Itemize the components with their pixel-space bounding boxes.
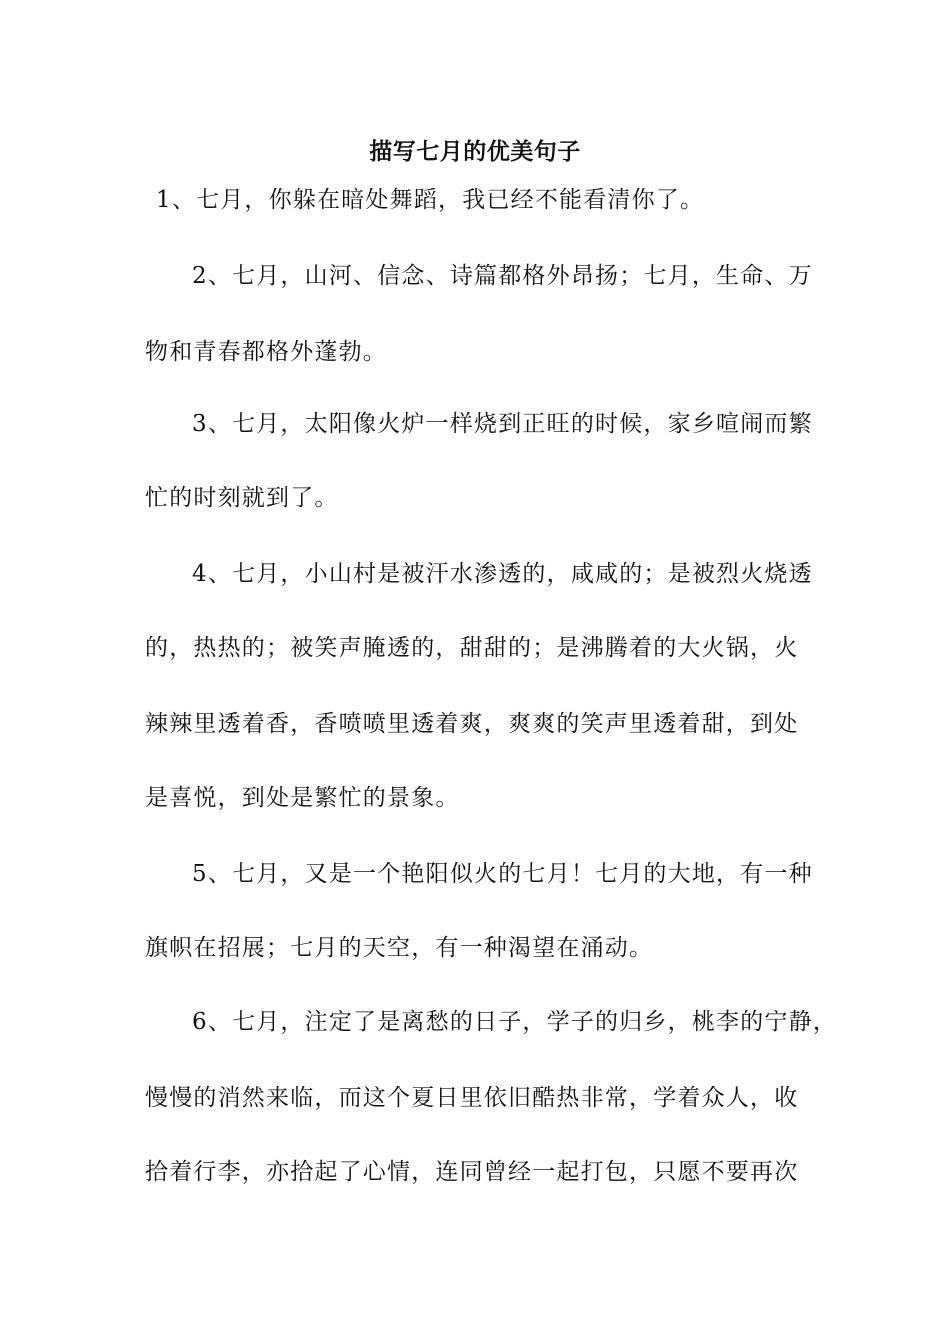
document-title: 描写七月的优美句子 [369,138,581,165]
paragraph-line: 3、七月，太阳像火炉一样烧到正旺的时候，家乡喧闹而繁 [192,411,813,437]
paragraph-line: 5、七月，又是一个艳阳似火的七月！七月的大地，有一种 [192,861,813,887]
paragraph-line: 4、七月，小山村是被汗水渗透的，咸咸的；是被烈火烧透 [192,561,813,587]
paragraph-line: 物和青春都格外蓬勃。 [145,339,387,365]
paragraph-line: 6、七月，注定了是离愁的日子，学子的归乡，桃李的宁静， [192,1009,838,1035]
paragraph-line: 2、七月，山河、信念、诗篇都格外昂扬；七月，生命、万 [192,263,813,289]
paragraph-line: 辣辣里透着香，香喷喷里透着爽，爽爽的笑声里透着甜，到处 [145,711,799,737]
paragraph-line: 拾着行李，亦拾起了心情，连同曾经一起打包，只愿不要再次 [145,1159,799,1185]
paragraph-line: 旗帜在招展；七月的天空，有一种渴望在涌动。 [145,935,654,961]
paragraph-line: 1、七月，你躲在暗处舞蹈，我已经不能看清你了。 [156,187,705,213]
paragraph-line: 忙的时刻就到了。 [145,485,339,511]
paragraph-line: 慢慢的消然来临，而这个夏日里依旧酷热非常，学着众人，收 [145,1085,799,1111]
paragraph-line: 是喜悦，到处是繁忙的景象。 [145,785,460,811]
paragraph-line: 的，热热的；被笑声腌透的，甜甜的；是沸腾着的大火锅，火 [145,635,799,661]
